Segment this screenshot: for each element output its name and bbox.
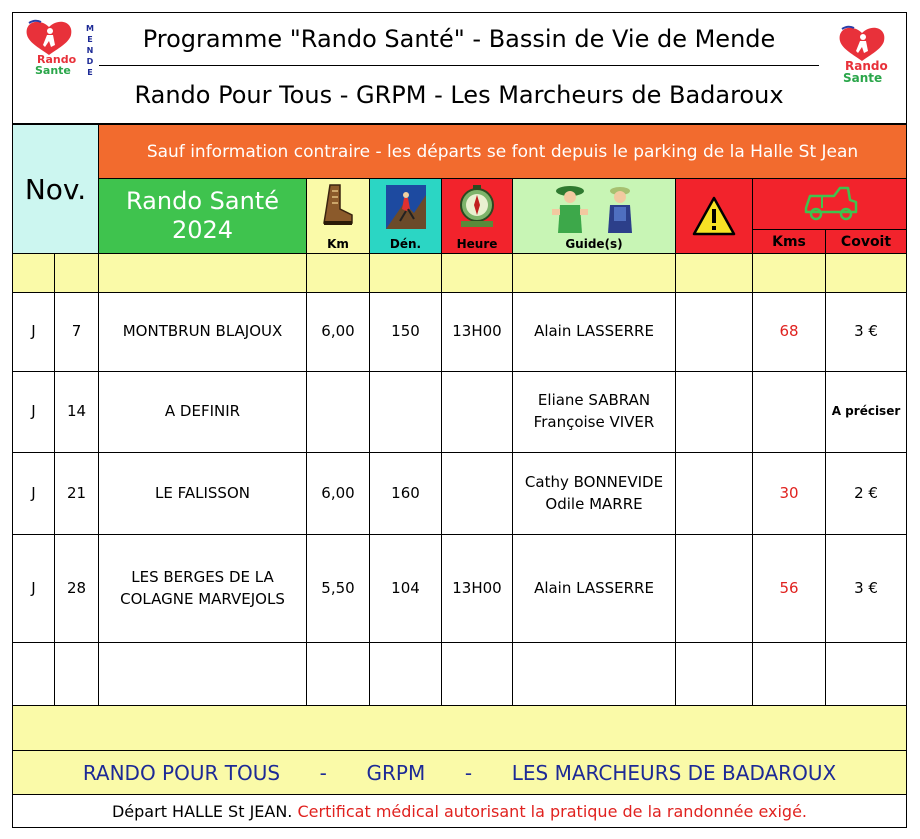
guide-name-1: Cathy BONNEVIDE (524, 472, 664, 491)
guide-name-2: Françoise VIVER (533, 413, 655, 431)
row-0-warn (675, 292, 753, 372)
header-km (306, 178, 370, 254)
footer-depart: Départ HALLE St JEAN. (111, 801, 293, 821)
covoit-value: 2 € (854, 483, 878, 502)
program-title-cell (98, 178, 307, 254)
row-1-guide (512, 371, 676, 453)
row-1-covoit (825, 371, 907, 453)
date-value: 21 (66, 483, 87, 502)
header-den (369, 178, 442, 254)
row-2-day (12, 452, 55, 535)
row-2-covoit (825, 452, 907, 535)
guide-name-1: Eliane SABRAN (537, 391, 651, 410)
guide-name-1: Alain LASSERRE (534, 322, 654, 341)
empty-cell-day (12, 642, 55, 706)
footer-org-1: RANDO POUR TOUS (82, 760, 281, 785)
empty-cell-km (306, 642, 370, 706)
empty-cell-name (98, 642, 307, 706)
guide-name-1: Alain LASSERRE (534, 578, 654, 597)
row-2-date (54, 452, 99, 535)
kms-value: 30 (779, 483, 799, 502)
empty-cell-covoit (825, 642, 907, 706)
guide-name-2: Odile MARRE (545, 494, 643, 513)
bottom-band (12, 705, 907, 751)
boot-icon (320, 183, 356, 227)
empty-cell-guide (512, 642, 676, 706)
covoit-value: 3 € (854, 578, 878, 597)
row-2-km (306, 452, 370, 535)
warning-icon (692, 196, 736, 236)
footer-org-line (12, 750, 907, 795)
row-1-date (54, 371, 99, 453)
header-car (752, 178, 907, 230)
spacer-cell-guide (512, 253, 676, 293)
empty-cell-kms (752, 642, 826, 706)
row-2-name (98, 452, 307, 535)
kms-value: 56 (779, 578, 799, 597)
program-title-line1: Rando Santé (126, 187, 279, 216)
den-value: 160 (391, 483, 420, 502)
header-heure-label: Heure (456, 237, 498, 251)
row-3-den (369, 534, 442, 643)
logo-text-rando: Rando (37, 53, 77, 66)
row-1-day (12, 371, 55, 453)
covoit-value: A préciser (831, 404, 901, 419)
km-value: 5,50 (321, 578, 355, 597)
row-2-heure (441, 452, 513, 535)
km-value: 6,00 (321, 322, 355, 341)
row-3-day (12, 534, 55, 643)
row-0-den (369, 292, 442, 372)
row-3-heure (441, 534, 513, 643)
spacer-cell-warn (675, 253, 753, 293)
row-3-date (54, 534, 99, 643)
heure-value: 13H00 (452, 578, 502, 597)
spacer-cell-covoit (825, 253, 907, 293)
empty-cell-warn (675, 642, 753, 706)
heure-value: 13H00 (452, 322, 502, 341)
row-2-guide (512, 452, 676, 535)
day-value: J (31, 578, 36, 597)
day-value: J (31, 483, 36, 502)
footer-sep-2: - (464, 760, 473, 785)
den-value: 150 (391, 322, 420, 341)
header-km-label: Km (327, 237, 349, 251)
month-cell: Nov. (12, 124, 99, 254)
logo-text-rando-right: Rando (845, 59, 888, 73)
header-covoit: Covoit (825, 229, 907, 254)
date-value: 14 (66, 402, 87, 421)
row-0-covoit (825, 292, 907, 372)
empty-cell-date (54, 642, 99, 706)
row-1-kms (752, 371, 826, 453)
walk-name-line1: LES BERGES DE LA (131, 567, 274, 586)
program-title-line2: 2024 (171, 216, 234, 244)
logo-side-letters: MENDE (86, 24, 94, 77)
date-value: 7 (71, 322, 82, 341)
walk-name: LE FALISSON (155, 483, 250, 502)
program-sheet (12, 12, 907, 828)
row-3-km (306, 534, 370, 643)
header-title-2: Rando Pour Tous - GRPM - Les Marcheurs de Badaroux (99, 65, 819, 124)
row-0-km (306, 292, 370, 372)
header-title-1: Programme "Rando Santé" - Bassin de Vie de Mende (99, 12, 819, 66)
covoit-value: 3 € (854, 322, 878, 341)
spacer-cell-name (98, 253, 307, 293)
row-1-den (369, 371, 442, 453)
car-icon (800, 184, 860, 224)
spacer-cell-km (306, 253, 370, 293)
empty-cell-heure (441, 642, 513, 706)
spacer-cell-den (369, 253, 442, 293)
header-kms: Kms (752, 229, 826, 254)
header-heure (441, 178, 513, 254)
row-0-guide (512, 292, 676, 372)
compass-icon (455, 183, 499, 231)
row-0-heure (441, 292, 513, 372)
spacer-cell-day (12, 253, 55, 293)
empty-cell-den (369, 642, 442, 706)
row-1-warn (675, 371, 753, 453)
spacer-cell-date (54, 253, 99, 293)
row-0-kms (752, 292, 826, 372)
header-guides (512, 178, 676, 254)
row-0-day (12, 292, 55, 372)
row-3-name (98, 534, 307, 643)
header-den-label: Dén. (389, 237, 422, 251)
guides-icon (534, 183, 654, 235)
walk-name: A DEFINIR (164, 402, 241, 421)
walk-name-line2: COLAGNE MARVEJOLS (120, 589, 285, 608)
rando-sante-logo-icon-right (831, 21, 893, 83)
header-warning (675, 178, 753, 254)
footer-org-2: GRPM (366, 760, 426, 785)
row-1-km (306, 371, 370, 453)
logo-cell-left (12, 12, 99, 124)
header-guides-label: Guide(s) (565, 237, 623, 251)
row-3-guide (512, 534, 676, 643)
row-3-kms (752, 534, 826, 643)
row-2-den (369, 452, 442, 535)
climber-icon (384, 183, 428, 231)
spacer-cell-heure (441, 253, 513, 293)
logo-text-sante-right: Sante (843, 71, 883, 83)
row-3-warn (675, 534, 753, 643)
row-0-name (98, 292, 307, 372)
day-value: J (31, 322, 36, 341)
spacer-cell-kms (752, 253, 826, 293)
den-value: 104 (391, 578, 420, 597)
row-2-warn (675, 452, 753, 535)
km-value: 6,00 (321, 483, 355, 502)
info-banner: Sauf information contraire - les départs se font depuis le parking de la Halle St Jean (98, 124, 907, 179)
row-3-covoit (825, 534, 907, 643)
footer-notice (12, 794, 907, 828)
footer-org-3: LES MARCHEURS DE BADAROUX (511, 760, 837, 785)
walk-name: MONTBRUN BLAJOUX (122, 322, 283, 341)
row-2-kms (752, 452, 826, 535)
logo-text-sante: Sante (35, 64, 71, 77)
row-1-heure (441, 371, 513, 453)
date-value: 28 (66, 578, 87, 597)
footer-certificat: Certificat médical autorisant la pratique de la randonnée exigé. (297, 801, 807, 821)
logo-cell-right (819, 12, 907, 124)
row-1-name (98, 371, 307, 453)
day-value: J (31, 402, 36, 421)
kms-value: 68 (779, 322, 799, 341)
rando-sante-logo-icon (19, 17, 89, 77)
row-0-date (54, 292, 99, 372)
footer-sep-1: - (319, 760, 327, 785)
